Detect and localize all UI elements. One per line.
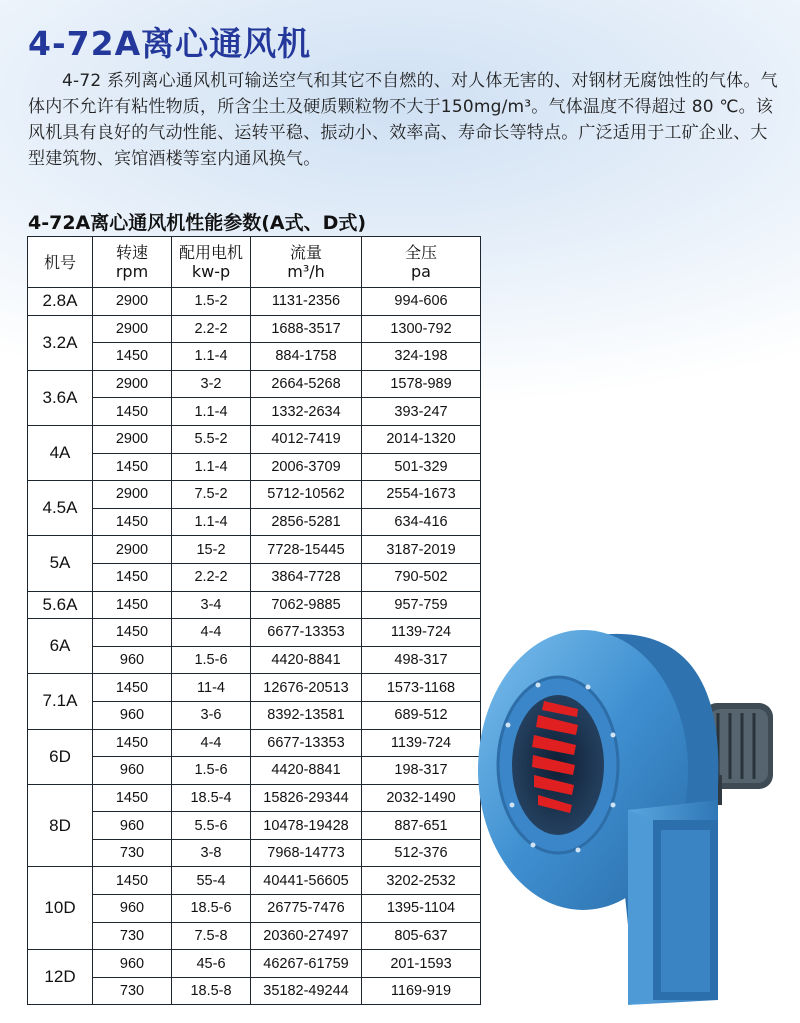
motor-cell: 18.5-8 [172, 977, 251, 1005]
model-cell: 5A [28, 536, 93, 591]
flow-cell: 12676-20513 [251, 674, 362, 702]
pressure-cell: 1139-724 [362, 729, 481, 757]
flow-cell: 884-1758 [251, 343, 362, 371]
speed-cell: 1450 [93, 343, 172, 371]
pressure-cell: 498-317 [362, 646, 481, 674]
flow-cell: 2856-5281 [251, 508, 362, 536]
motor-cell: 7.5-8 [172, 922, 251, 950]
flow-cell: 35182-49244 [251, 977, 362, 1005]
motor-cell: 18.5-4 [172, 784, 251, 812]
motor-cell: 5.5-6 [172, 812, 251, 840]
motor-cell: 1.1-4 [172, 453, 251, 481]
table-row [28, 563, 481, 591]
table-row [28, 398, 481, 426]
motor-cell: 3-4 [172, 591, 251, 619]
motor-cell: 2.2-2 [172, 315, 251, 343]
motor-cell: 1.1-4 [172, 398, 251, 426]
table-row [28, 674, 481, 702]
speed-cell: 1450 [93, 563, 172, 591]
speed-cell: 1450 [93, 453, 172, 481]
speed-cell: 960 [93, 757, 172, 785]
model-cell: 12D [28, 950, 93, 1005]
table-row [28, 343, 481, 371]
flow-cell: 4420-8841 [251, 646, 362, 674]
speed-cell: 1450 [93, 508, 172, 536]
table-row [28, 315, 481, 343]
pressure-cell: 201-1593 [362, 950, 481, 978]
flow-cell: 20360-27497 [251, 922, 362, 950]
speed-cell: 730 [93, 922, 172, 950]
motor-cell: 7.5-2 [172, 481, 251, 509]
model-cell: 5.6A [28, 591, 93, 619]
model-cell: 2.8A [28, 288, 93, 316]
motor-cell: 3-6 [172, 701, 251, 729]
speed-cell: 730 [93, 977, 172, 1005]
table-row [28, 481, 481, 509]
model-cell: 3.6A [28, 370, 93, 425]
table-row [28, 895, 481, 923]
flow-cell: 2664-5268 [251, 370, 362, 398]
flow-cell: 7728-15445 [251, 536, 362, 564]
intro-paragraph: 4-72 系列离心通风机可输送空气和其它不自燃的、对人体无害的、对钢材无腐蚀性的气体。气体内不允许有粘性物质，所含尘土及硬质颗粒物不大于150mg/m³。气体温度不得超过 80 ℃。该风机具有良好的气动性能、运转平稳、振动小、效率高、寿命长等特点。广泛适用于工矿企业、大型建筑物、宾馆酒楼等室内通风换气。 [28, 71, 778, 169]
pressure-cell: 887-651 [362, 812, 481, 840]
pressure-cell: 1169-919 [362, 977, 481, 1005]
pressure-cell: 512-376 [362, 839, 481, 867]
model-cell: 10D [28, 867, 93, 950]
speed-cell: 2900 [93, 370, 172, 398]
speed-cell: 730 [93, 839, 172, 867]
table-row [28, 922, 481, 950]
table-row [28, 536, 481, 564]
speed-cell: 2900 [93, 425, 172, 453]
speed-cell: 2900 [93, 536, 172, 564]
flow-cell: 5712-10562 [251, 481, 362, 509]
flow-cell: 6677-13353 [251, 729, 362, 757]
pressure-cell: 634-416 [362, 508, 481, 536]
flow-cell: 46267-61759 [251, 950, 362, 978]
table-row [28, 784, 481, 812]
table-row [28, 701, 481, 729]
table-row [28, 729, 481, 757]
header-motor: 配用电机 kw-p [172, 237, 251, 288]
table-row [28, 867, 481, 895]
flow-cell: 8392-13581 [251, 701, 362, 729]
flow-cell: 7968-14773 [251, 839, 362, 867]
flow-cell: 26775-7476 [251, 895, 362, 923]
header-pressure: 全压 pa [362, 237, 481, 288]
model-cell: 3.2A [28, 315, 93, 370]
model-cell: 8D [28, 784, 93, 867]
flow-cell: 1131-2356 [251, 288, 362, 316]
table-row [28, 619, 481, 647]
table-row [28, 950, 481, 978]
page-title: 4-72A离心通风机 [28, 24, 312, 63]
flow-cell: 1332-2634 [251, 398, 362, 426]
motor-cell: 1.5-2 [172, 288, 251, 316]
flow-cell: 1688-3517 [251, 315, 362, 343]
flow-cell: 6677-13353 [251, 619, 362, 647]
motor-cell: 3-2 [172, 370, 251, 398]
motor-cell: 55-4 [172, 867, 251, 895]
pressure-cell: 957-759 [362, 591, 481, 619]
pressure-cell: 1573-1168 [362, 674, 481, 702]
model-cell: 6A [28, 619, 93, 674]
pressure-cell: 2014-1320 [362, 425, 481, 453]
table-row [28, 977, 481, 1005]
pressure-cell: 324-198 [362, 343, 481, 371]
speed-cell: 2900 [93, 315, 172, 343]
speed-cell: 960 [93, 646, 172, 674]
performance-table [27, 236, 481, 1005]
motor-cell: 1.1-4 [172, 508, 251, 536]
motor-cell: 5.5-2 [172, 425, 251, 453]
motor-cell: 2.2-2 [172, 563, 251, 591]
motor-cell: 15-2 [172, 536, 251, 564]
flow-cell: 3864-7728 [251, 563, 362, 591]
speed-cell: 2900 [93, 481, 172, 509]
pressure-cell: 1578-989 [362, 370, 481, 398]
table-body [28, 288, 481, 1005]
flow-cell: 40441-56605 [251, 867, 362, 895]
header-speed: 转速 rpm [93, 237, 172, 288]
table-row [28, 757, 481, 785]
speed-cell: 960 [93, 812, 172, 840]
table-row [28, 812, 481, 840]
pressure-cell: 1139-724 [362, 619, 481, 647]
speed-cell: 2900 [93, 288, 172, 316]
speed-cell: 1450 [93, 398, 172, 426]
motor-cell: 45-6 [172, 950, 251, 978]
motor-cell: 11-4 [172, 674, 251, 702]
pressure-cell: 2554-1673 [362, 481, 481, 509]
speed-cell: 960 [93, 950, 172, 978]
motor-cell: 4-4 [172, 619, 251, 647]
table-row [28, 370, 481, 398]
pressure-cell: 501-329 [362, 453, 481, 481]
table-title: 4-72A离心通风机性能参数(A式、D式) [28, 212, 367, 234]
flow-cell: 4420-8841 [251, 757, 362, 785]
table-row [28, 508, 481, 536]
pressure-cell: 994-606 [362, 288, 481, 316]
motor-cell: 4-4 [172, 729, 251, 757]
table-row [28, 839, 481, 867]
speed-cell: 1450 [93, 619, 172, 647]
speed-cell: 960 [93, 701, 172, 729]
motor-cell: 18.5-6 [172, 895, 251, 923]
pressure-cell: 393-247 [362, 398, 481, 426]
motor-cell: 1.5-6 [172, 757, 251, 785]
model-cell: 7.1A [28, 674, 93, 729]
speed-cell: 1450 [93, 729, 172, 757]
header-model: 机号 [28, 237, 93, 288]
outlet-duct-icon [628, 800, 718, 1005]
table-row [28, 425, 481, 453]
pressure-cell: 1395-1104 [362, 895, 481, 923]
speed-cell: 1450 [93, 784, 172, 812]
pressure-cell: 2032-1490 [362, 784, 481, 812]
table-row [28, 646, 481, 674]
table-row [28, 591, 481, 619]
motor-cell: 1.1-4 [172, 343, 251, 371]
motor-cell: 3-8 [172, 839, 251, 867]
flow-cell: 10478-19428 [251, 812, 362, 840]
pressure-cell: 689-512 [362, 701, 481, 729]
flow-cell: 4012-7419 [251, 425, 362, 453]
table-header-row [28, 237, 481, 288]
model-cell: 6D [28, 729, 93, 784]
pressure-cell: 3187-2019 [362, 536, 481, 564]
pressure-cell: 198-317 [362, 757, 481, 785]
speed-cell: 1450 [93, 674, 172, 702]
speed-cell: 960 [93, 895, 172, 923]
table-row [28, 288, 481, 316]
flow-cell: 2006-3709 [251, 453, 362, 481]
speed-cell: 1450 [93, 591, 172, 619]
pressure-cell: 790-502 [362, 563, 481, 591]
flow-cell: 15826-29344 [251, 784, 362, 812]
header-flow: 流量 m³/h [251, 237, 362, 288]
model-cell: 4A [28, 425, 93, 480]
speed-cell: 1450 [93, 867, 172, 895]
pressure-cell: 3202-2532 [362, 867, 481, 895]
motor-cell: 1.5-6 [172, 646, 251, 674]
pressure-cell: 1300-792 [362, 315, 481, 343]
flow-cell: 7062-9885 [251, 591, 362, 619]
pressure-cell: 805-637 [362, 922, 481, 950]
table-row [28, 453, 481, 481]
model-cell: 4.5A [28, 481, 93, 536]
centrifugal-fan-image [478, 605, 796, 1010]
